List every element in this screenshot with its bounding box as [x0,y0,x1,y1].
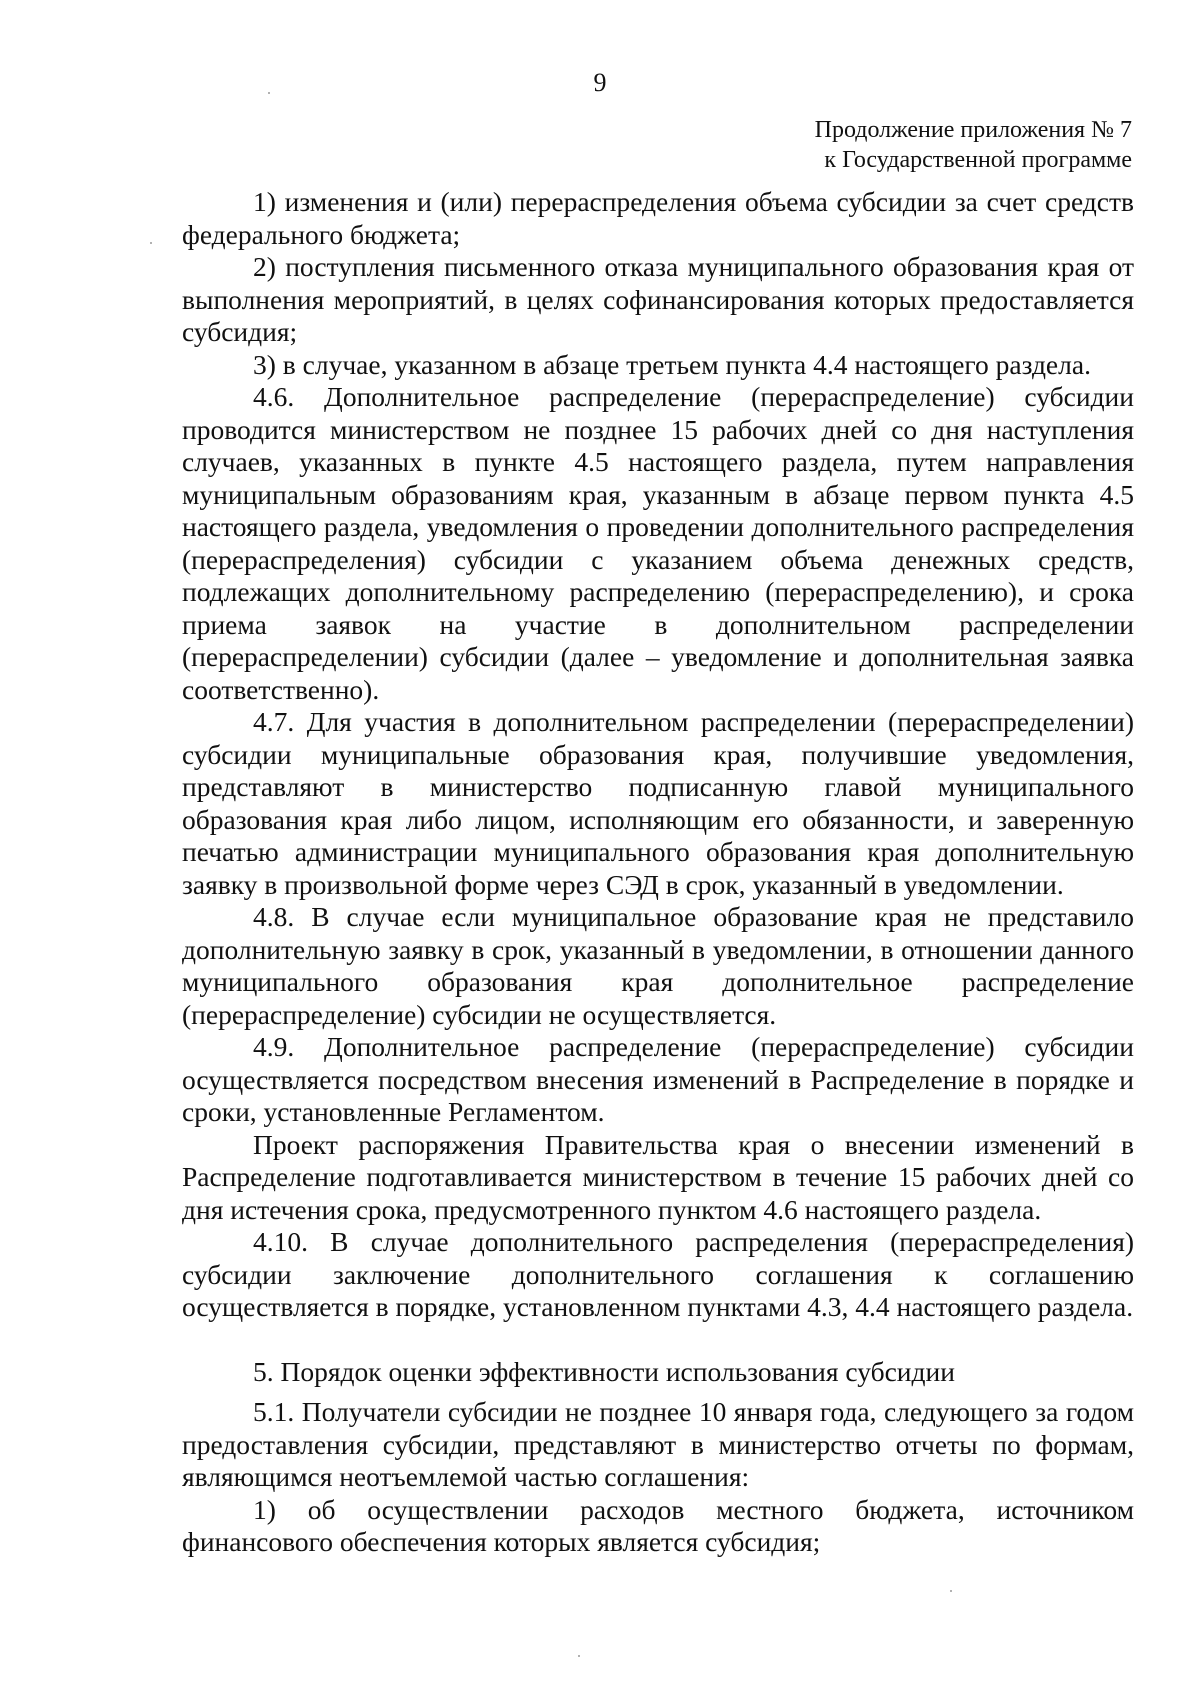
appendix-header-line-1: Продолжение приложения № 7 [814,117,1132,143]
paragraph-draft-order: Проект распоряжения Правительства края о внесении изменений в Распределение подготавливается министерством в течение 15 рабочих дней со дня истечения срока, предусмотренного пунктом 4.6 настоящего раздела. [182,1128,1134,1225]
document-body [182,186,1134,1559]
section-5-heading: 5. Порядок оценки эффективности использования субсидии [253,1355,955,1387]
paragraph-4-6: 4.6. Дополнительное распределение (перераспределение) субсидии проводится министерством не позднее 15 рабочих дней со дня наступления случаев, указанных в пункте 4.5 настоящего раздела, путем направления муниципальным образованиям края, указанным в абзаце первом пункта 4.5 настоящего раздела, уведомления о проведении дополнительного распределения (перераспределения) субсидии с указанием объема денежных средств, подлежащих дополнительному распределению (перераспределению), и срока приема заявок на участие в дополнительном распределении (перераспределении) субсидии (далее – уведомление и дополнительная заявка соответственно). [182,381,1134,705]
scan-speck [268,92,270,94]
paragraph-item-1: 1) изменения и (или) перераспределения объема субсидии за счет средств федерального бюджета; [182,186,1134,250]
scan-speck [578,1655,580,1657]
page-number: 9 [593,68,607,97]
scan-speck [150,242,152,244]
paragraph-5-1-item-1: 1) об осуществлении расходов местного бюджета, источником финансового обеспечения которых является субсидия; [182,1493,1134,1557]
paragraph-4-10: 4.10. В случае дополнительного распределения (перераспределения) субсидии заключение дополнительного соглашения к соглашению осуществляется в порядке, установленном пунктами 4.3, 4.4 настоящего раздела. [182,1226,1134,1322]
appendix-header-line-2: к Государственной программе [824,147,1132,173]
paragraph-item-3: 3) в случае, указанном в абзаце третьем пункта 4.4 настоящего раздела. [253,348,1091,380]
scan-speck [950,1590,952,1592]
paragraph-item-2: 2) поступления письменного отказа муниципального образования края от выполнения мероприятий, в целях софинансирования которых предоставляется субсидия; [182,251,1134,347]
paragraph-4-9: 4.9. Дополнительное распределение (перераспределение) субсидии осуществляется посредством внесения изменений в Распределение в порядке и сроки, установленные Регламентом. [182,1031,1134,1127]
appendix-header [815,115,1132,175]
paragraph-5-1: 5.1. Получатели субсидии не позднее 10 января года, следующего за годом предоставления субсидии, представляют в министерство отчеты по формам, являющимся неотъемлемой частью соглашения: [182,1396,1134,1492]
paragraph-4-7: 4.7. Для участия в дополнительном распределении (перераспределении) субсидии муниципальные образования края, получившие уведомления, представляют в министерство подписанную главой муниципального образования края либо лицом, исполняющим его обязанности, и заверенную печатью администрации муниципального образования края дополнительную заявку в произвольной форме через СЭД в срок, указанный в уведомлении. [182,706,1134,900]
paragraph-4-8: 4.8. В случае если муниципальное образование края не представило дополнительную заявку в срок, указанный в уведомлении, в отношении данного муниципального образования края дополнительное распределение (перераспределение) субсидии не осуществляется. [182,901,1134,1030]
